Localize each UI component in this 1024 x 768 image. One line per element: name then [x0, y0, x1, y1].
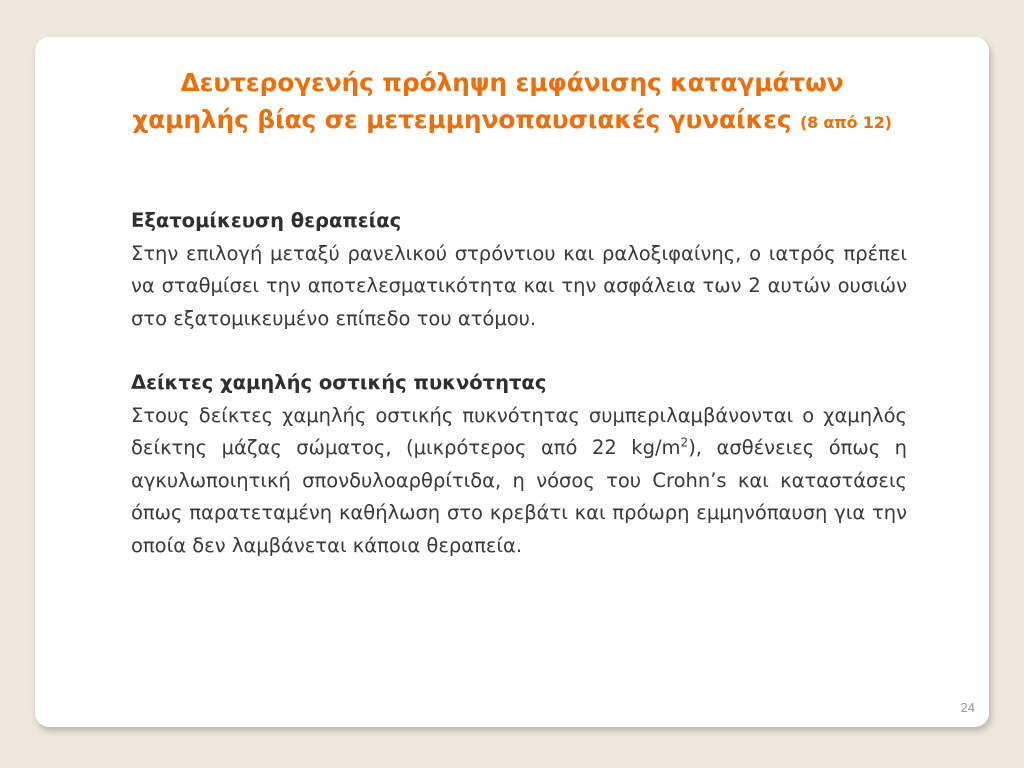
title-line-2: χαμηλής βίας σε μετεμμηνοπαυσιακές γυναίκες	[132, 105, 792, 134]
slide-content	[131, 205, 907, 562]
title-line-1: Δευτερογενής πρόληψη εμφάνισης καταγμάτων	[180, 68, 844, 97]
slide-title	[35, 64, 989, 141]
slide-card	[35, 37, 989, 727]
body-text-part-1: Στους δείκτες χαμηλής οστικής πυκνότητας συμπεριλαμβάνονται ο χαμηλός δείκτης μάζας σώματος, (μικρότερος από 22 kg/m	[131, 403, 907, 459]
body-text-part-2: ), ασθένειες όπως η αγκυλωποιητική σπονδυλοαρθρίτιδα, η νόσος του Crohn’s και καταστάσεις όπως παρατεταμένη καθήλωση στο κρεβάτι και πρόωρη εμμηνόπαυση για την οποία δεν λαμβάνεται κάποια θεραπεία.	[131, 436, 907, 557]
page-number: 24	[960, 700, 975, 715]
section-spacer	[131, 335, 907, 367]
section-body-low-bmd-indicators	[131, 400, 907, 563]
superscript-squared: 2	[680, 435, 689, 450]
section-heading-low-bmd-indicators: Δείκτες χαμηλής οστικής πυκνότητας	[131, 371, 547, 394]
section-body-individualization: Στην επιλογή μεταξύ ρανελικού στρόντιου και ραλοξιφαίνης, ο ιατρός πρέπει να σταθμίσει την αποτελεσματικότητα και την ασφάλεια των 2 αυτών ουσιών στο εξατομικευμένο επίπεδο του ατόμου.	[131, 241, 907, 330]
slide-counter: (8 από 12)	[799, 113, 892, 132]
section-heading-individualization: Εξατομίκευση θεραπείας	[131, 209, 402, 232]
